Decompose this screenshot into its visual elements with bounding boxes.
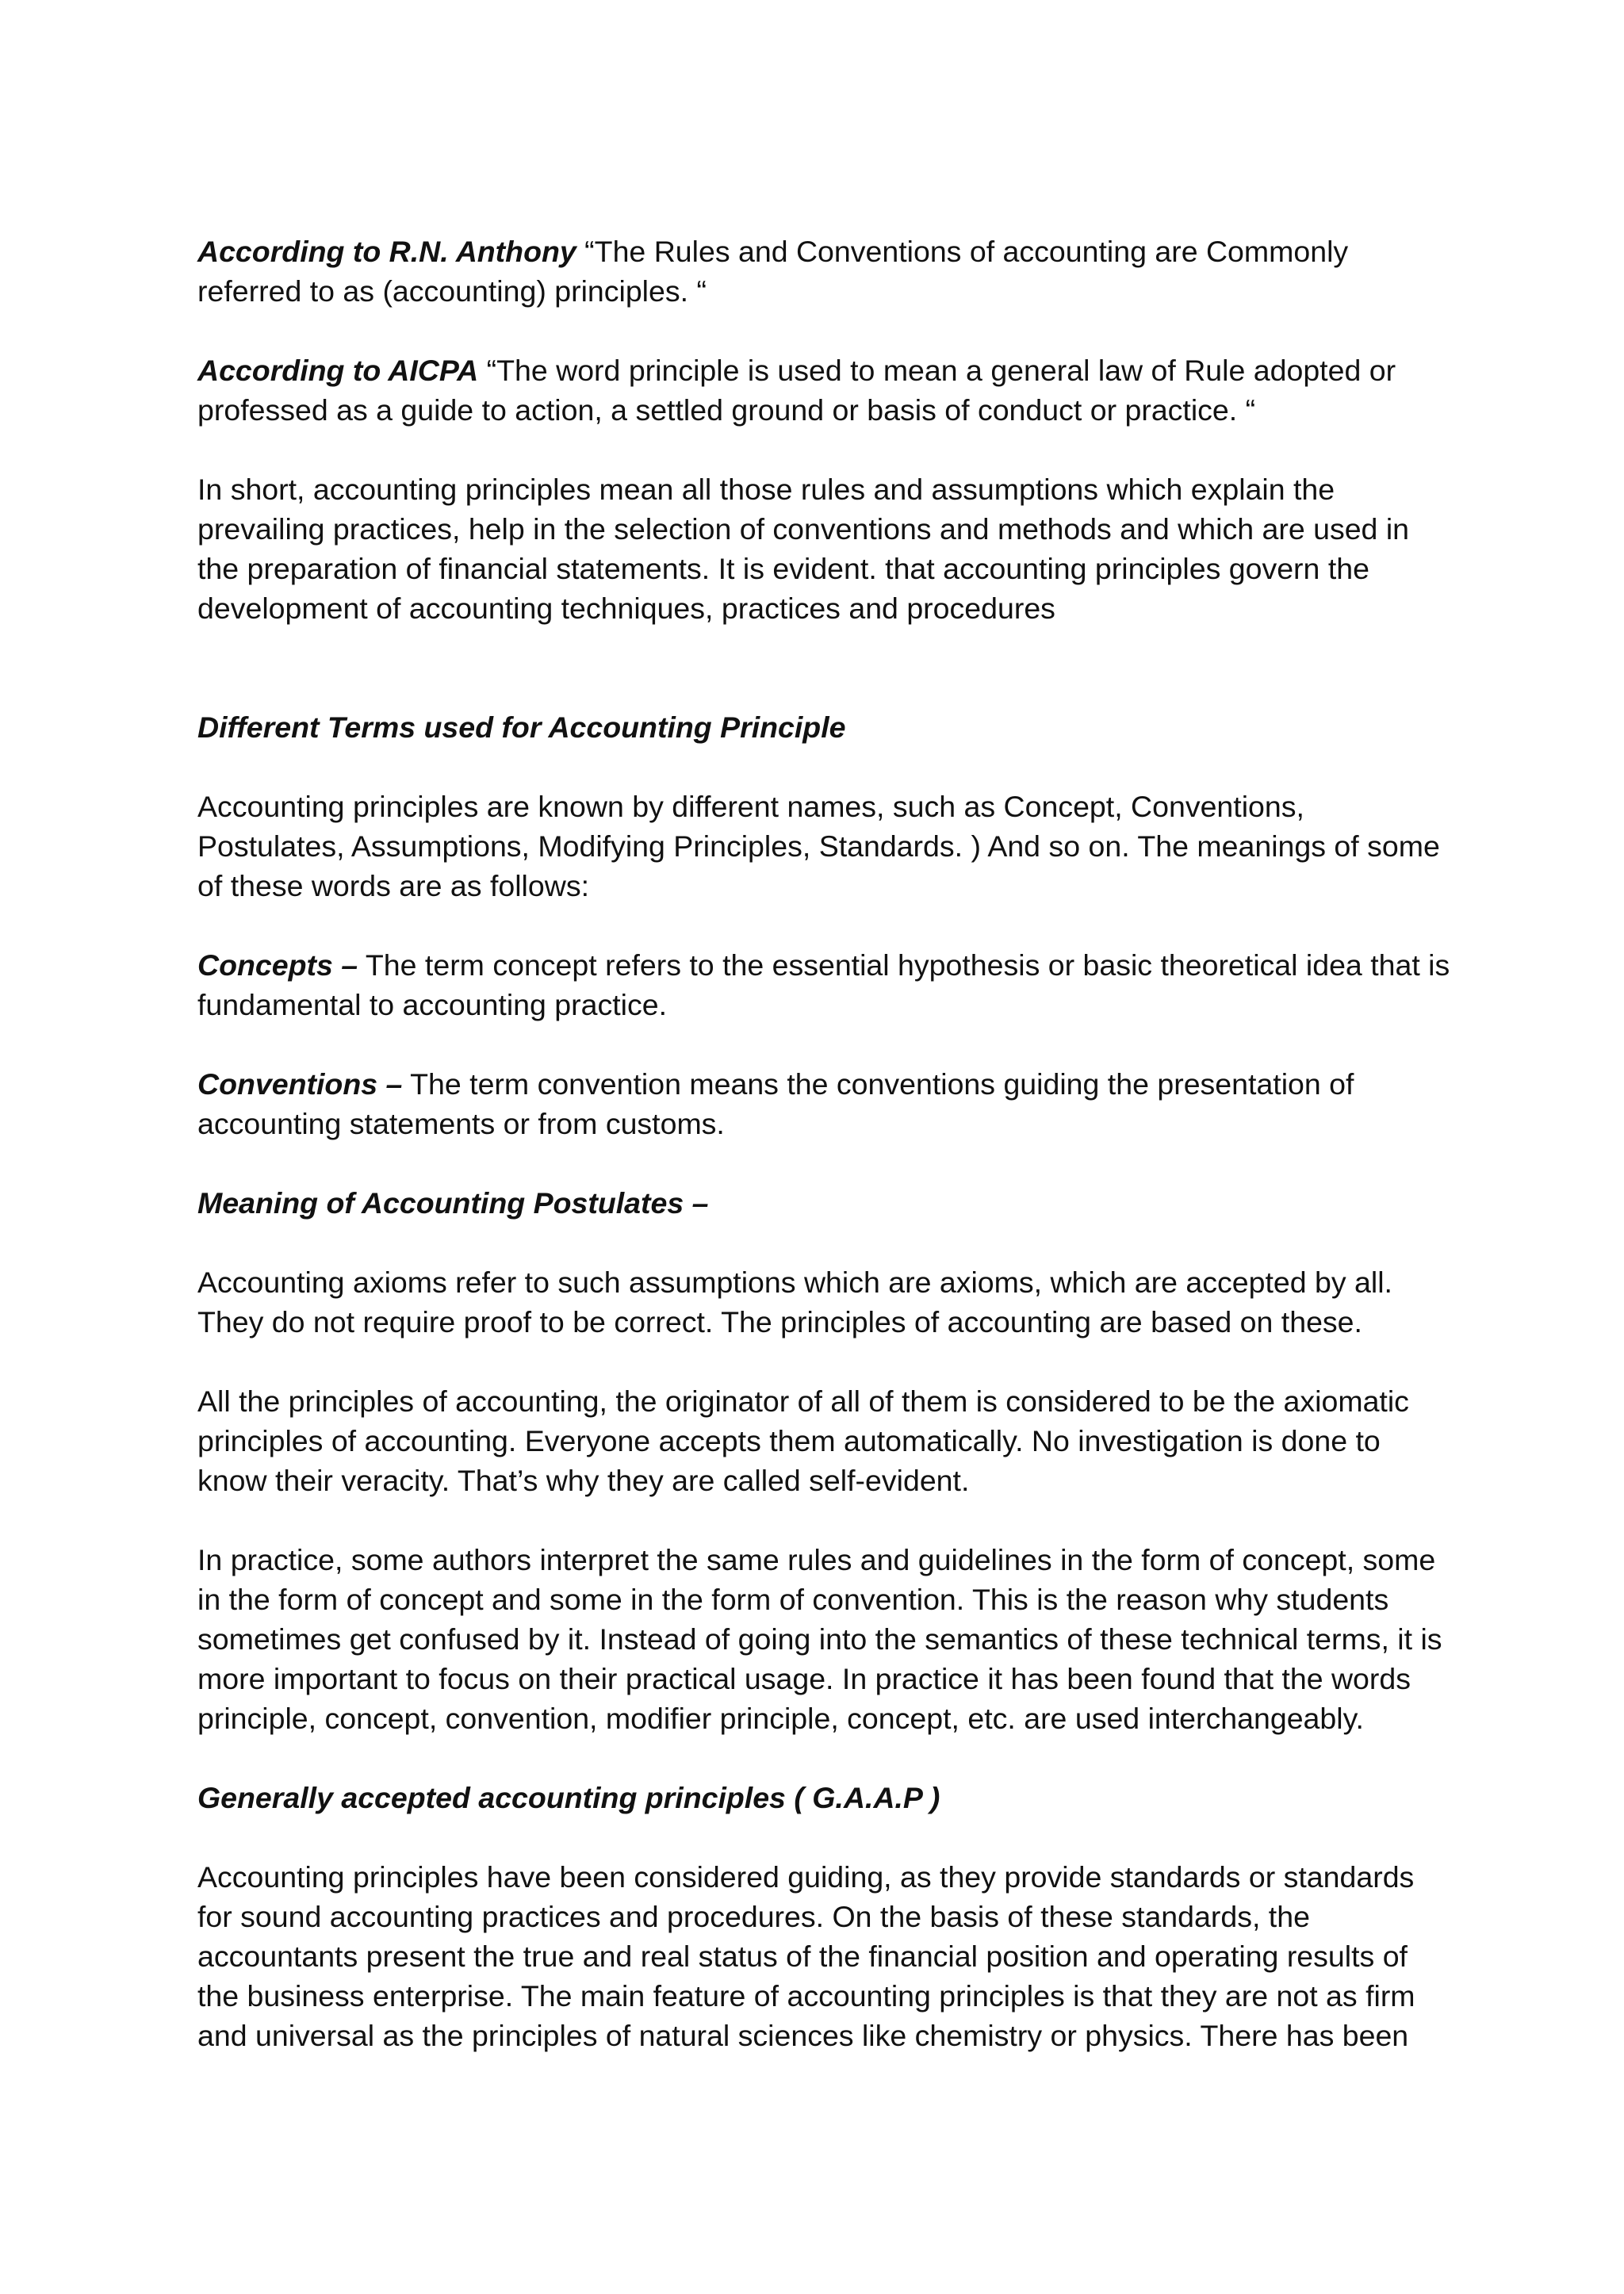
axioms-paragraph: Accounting axioms refer to such assumptions which are axioms, which are accepted by all. They do not require proof to be correct. The principles of accounting are based on these. — [197, 1266, 1392, 1338]
anthony-lead: According to R.N. Anthony — [197, 235, 576, 268]
gaap-paragraph: Accounting principles have been considered guiding, as they provide standards or standards for sound accounting practices and procedures. On the basis of these standards, the accountants present the true and real status of the financial position and operating results of the business enterprise. The main feature of accounting principles is that they are not as firm and universal as the principles of natural sciences like chemistry or physics. There has been — [197, 1860, 1415, 2052]
aicpa-quote-text: “The word principle is used to mean a general law of Rule adopted or professed as a guide to action, a settled ground or basis of conduct or practice. “ — [197, 354, 1396, 427]
short-summary-paragraph: In short, accounting principles mean all those rules and assumptions which explain the prevailing practices, help in the selection of conventions and methods and which are used in the preparation of financial statements. It is evident. that accounting principles govern the development of accounting techniques, practices and procedures — [197, 473, 1410, 625]
aicpa-quote-paragraph — [197, 350, 1450, 430]
concepts-lead: Concepts – — [197, 948, 358, 982]
terms-heading: Different Terms used for Accounting Principle — [197, 710, 846, 744]
conventions-text: The term convention means the conventions guiding the presentation of accounting statements or from customs. — [197, 1067, 1354, 1140]
gaap-heading: Generally accepted accounting principles ( G.A.A.P ) — [197, 1781, 940, 1814]
concepts-text: The term concept refers to the essential hypothesis or basic theoretical idea that is fundamental to accounting practice. — [197, 948, 1450, 1021]
practice-paragraph: In practice, some authors interpret the same rules and guidelines in the form of concept, some in the form of concept and some in the form of convention. This is the reason why students sometimes get confused by it. Instead of going into the semantics of these technical terms, it is more important to focus on their practical usage. In practice it has been found that the words principle, concept, convention, modifier principle, concept, etc. are used interchangeably. — [197, 1543, 1442, 1735]
aicpa-lead: According to AICPA — [197, 354, 479, 387]
terms-intro-paragraph: Accounting principles are known by different names, such as Concept, Conventions, Postulates, Assumptions, Modifying Principles, Standards. ) And so on. The meanings of some of these words are as follows: — [197, 790, 1440, 902]
conventions-paragraph — [197, 1064, 1450, 1143]
document-page — [197, 232, 1450, 2095]
postulates-heading: Meaning of Accounting Postulates – — [197, 1186, 709, 1220]
originator-paragraph: All the principles of accounting, the originator of all of them is considered to be the axiomatic principles of accounting. Everyone accepts them automatically. No investigation is done to know their veracity. That’s why they are called self-evident. — [197, 1384, 1409, 1497]
anthony-quote-text: “The Rules and Conventions of accounting are Commonly referred to as (accounting) principles. “ — [197, 235, 1349, 308]
anthony-quote-paragraph — [197, 232, 1450, 311]
concepts-paragraph — [197, 945, 1450, 1024]
conventions-lead: Conventions – — [197, 1067, 403, 1101]
